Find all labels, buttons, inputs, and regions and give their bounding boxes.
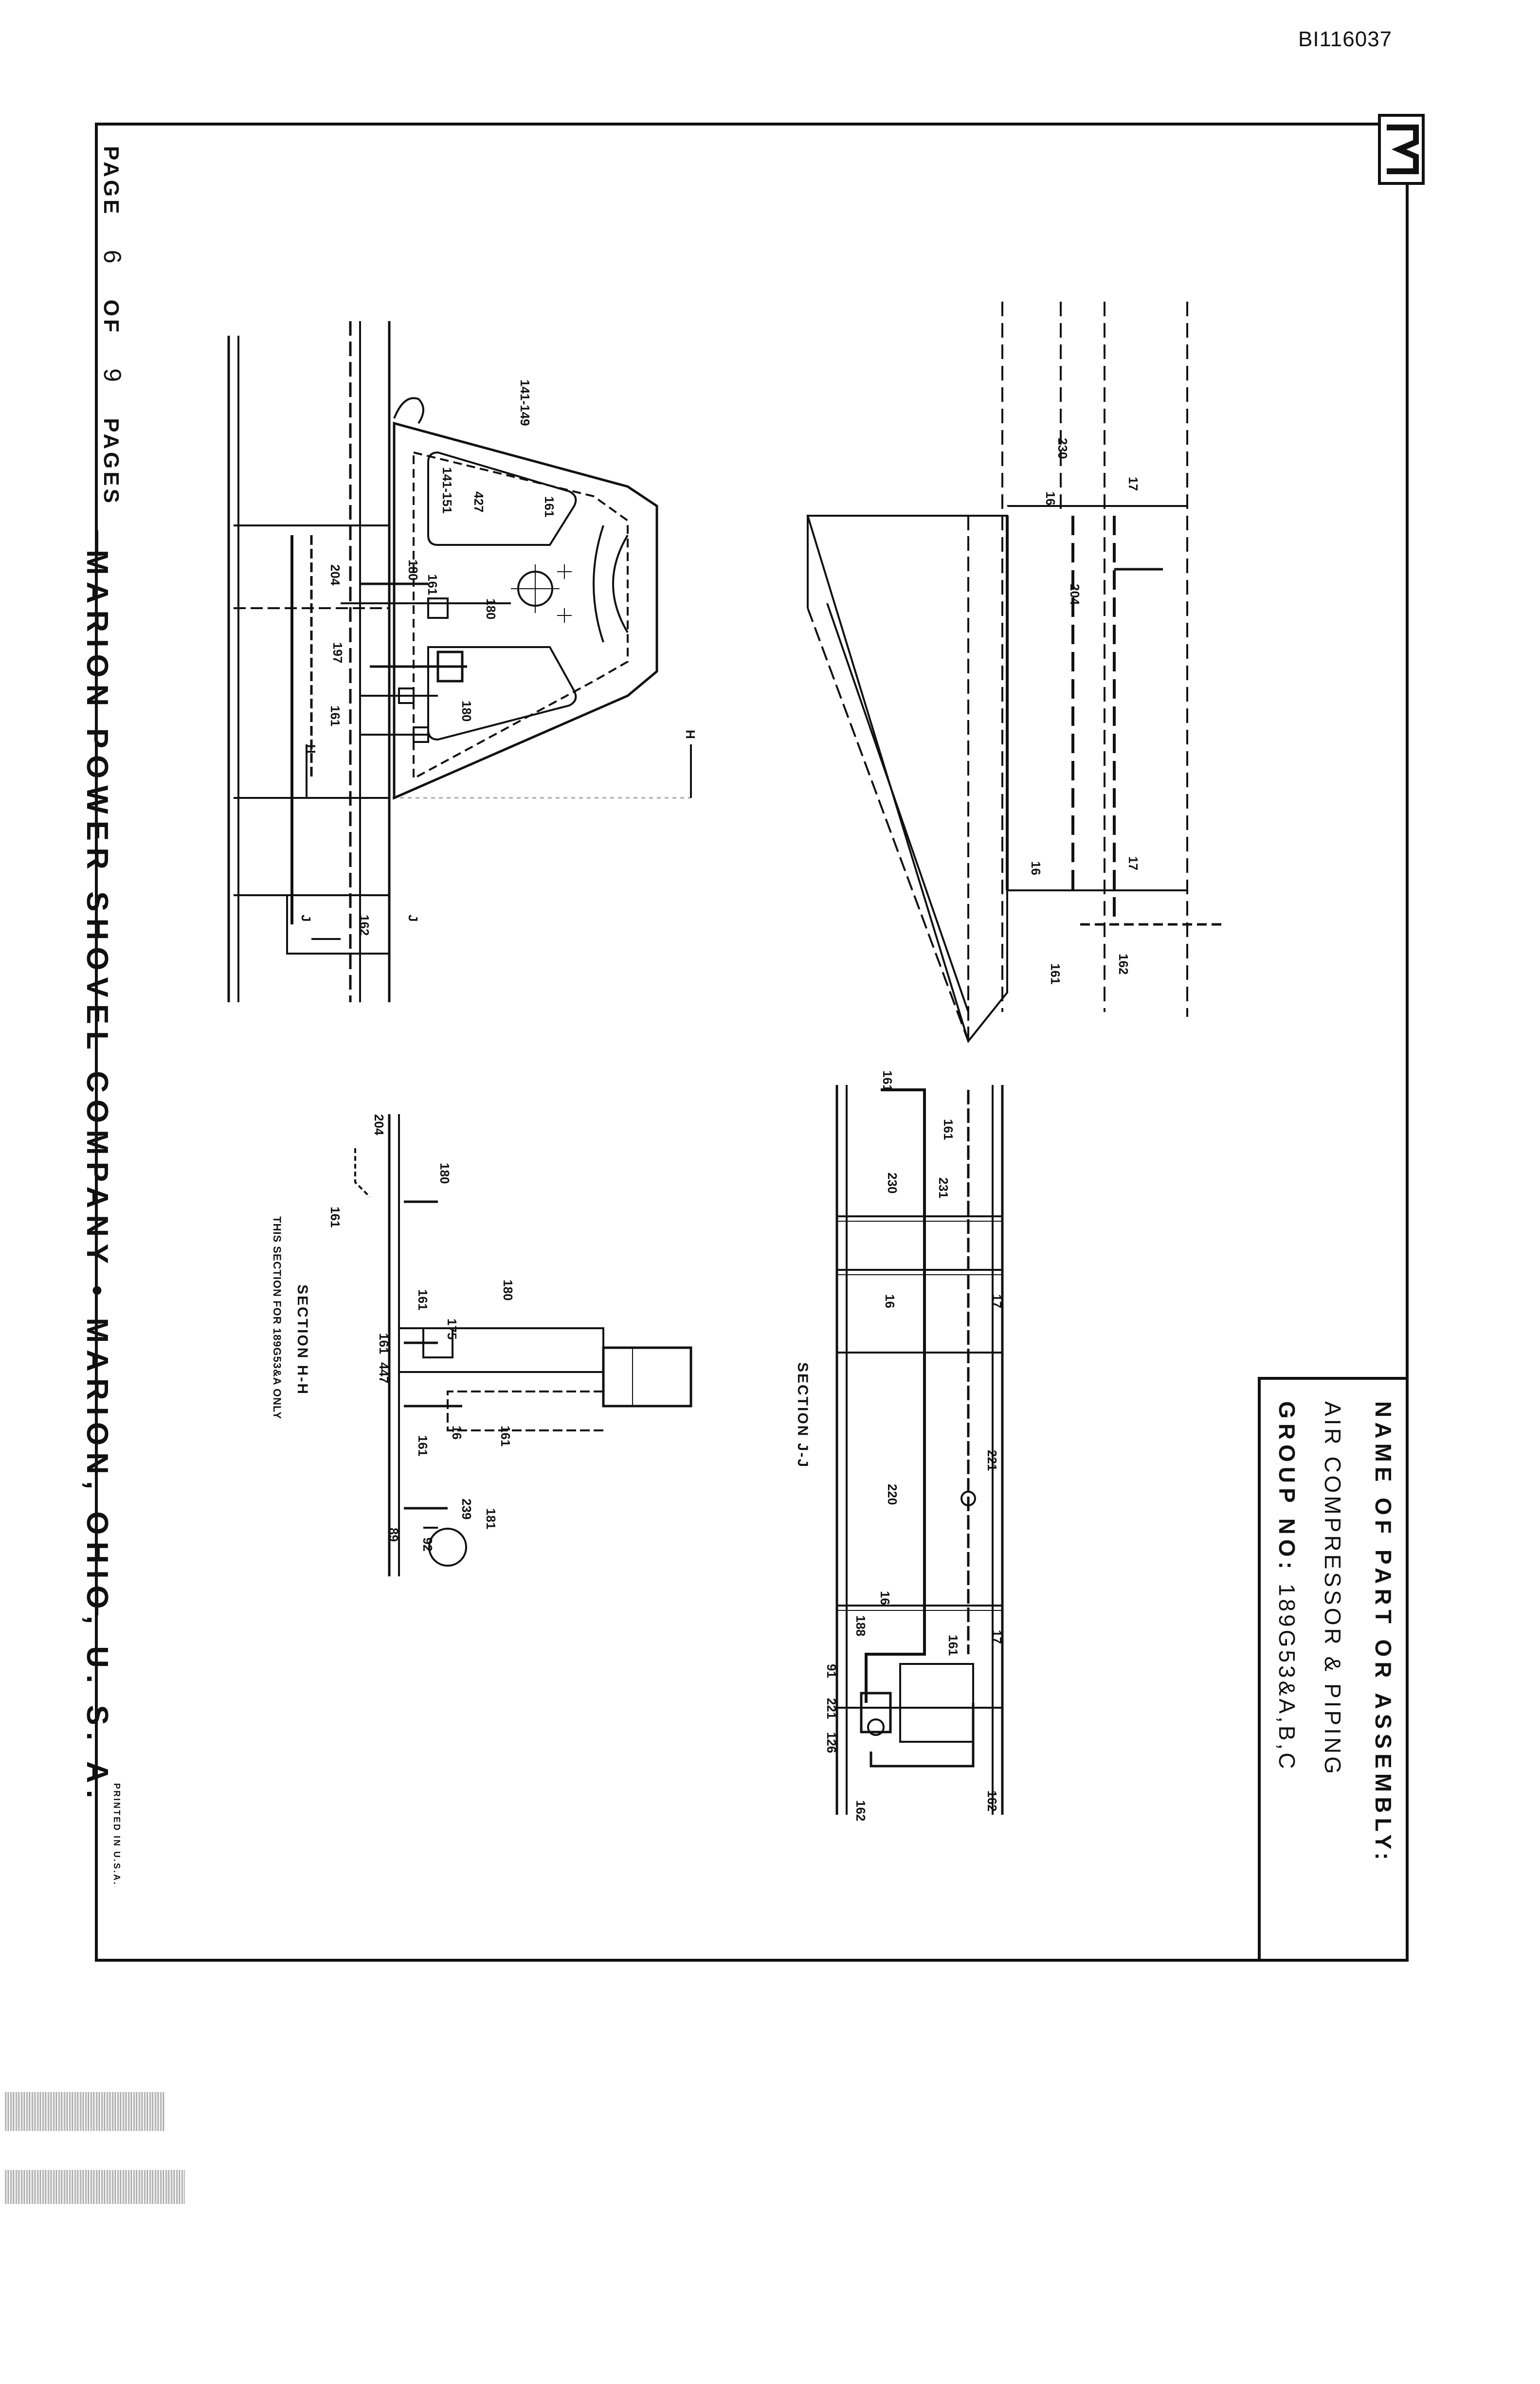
top-view (808, 302, 1226, 1041)
callout-label: 17 (990, 1630, 1004, 1644)
page-total: 9 (99, 368, 126, 385)
printed-in-usa: PRINTED IN U.S.A. (112, 1783, 122, 1886)
callout-label: 17 (990, 1294, 1004, 1308)
callout-label: 92 (420, 1537, 435, 1552)
main-view (229, 321, 691, 1002)
name-value: AIR COMPRESSOR & PIPING (1320, 1401, 1345, 1777)
pages-label: PAGES (99, 418, 123, 506)
callout-label: 161 (542, 496, 557, 518)
callout-label: 16 (450, 1426, 464, 1440)
section-jj-title: SECTION J-J (795, 1362, 811, 1469)
callout-label: 16 (878, 1591, 892, 1605)
callout-label: 161 (946, 1635, 960, 1656)
callout-label: 161 (328, 1207, 343, 1228)
company-name: MARION POWER SHOVEL COMPANY • MARION, OHIO, U. S. A. (80, 550, 114, 1805)
callout-label: 161 (425, 574, 440, 596)
callout-label: 16 (1043, 491, 1058, 506)
callout-label: 181 (484, 1508, 498, 1530)
callout-label: 204 (372, 1114, 386, 1136)
callout-label: 17 (1126, 856, 1141, 870)
name-label: NAME OF PART OR ASSEMBLY: (1371, 1401, 1396, 1865)
scan-artifact (5, 2092, 165, 2131)
callout-label: 161 (328, 705, 343, 727)
callout-label: 180 (437, 1163, 452, 1184)
callout-label: 17 (1126, 477, 1141, 491)
callout-label: 161 (880, 1070, 895, 1092)
callout-label: 126 (824, 1732, 839, 1753)
section-hh-drawing (355, 1114, 691, 1576)
callout-label: 141-149 (518, 379, 532, 426)
group-value: 189G53&A,B,C (1274, 1583, 1300, 1772)
callout-label: 427 (471, 491, 486, 513)
callout-label: 175 (445, 1318, 459, 1340)
callout-label: 239 (459, 1499, 474, 1520)
callout-label: 447 (377, 1362, 391, 1384)
callout-label: H (683, 730, 698, 739)
section-jj-drawing (837, 1085, 1002, 1815)
callout-label: 89 (386, 1528, 401, 1542)
callout-label: J (406, 915, 420, 922)
callout-label: 162 (1116, 954, 1131, 975)
callout-label: 220 (885, 1484, 900, 1505)
callout-label: 231 (936, 1177, 951, 1199)
callout-label: 162 (985, 1790, 999, 1812)
callout-label: 16 (883, 1294, 897, 1308)
callout-label: 91 (824, 1664, 839, 1678)
scan-artifact (5, 2170, 185, 2204)
page-number: 6 (99, 250, 126, 267)
callout-label: 180 (406, 560, 420, 581)
callout-label: 221 (824, 1698, 839, 1719)
callout-label: 221 (985, 1450, 999, 1471)
callout-label: 161 (377, 1333, 391, 1355)
group-label: GROUP NO: (1274, 1401, 1300, 1574)
callout-label: 204 (1068, 584, 1082, 605)
callout-label: 180 (484, 598, 498, 620)
of-label: OF (99, 299, 123, 335)
section-hh-title: SECTION H-H (294, 1284, 310, 1395)
document-id: BI116037 (1298, 27, 1393, 51)
callout-label: 162 (357, 915, 372, 936)
callout-label: 161 (941, 1119, 956, 1140)
callout-label: 161 (498, 1426, 513, 1447)
callout-label: 161 (416, 1435, 430, 1457)
callout-label: 180 (459, 701, 474, 722)
callout-label: 16 (1029, 861, 1043, 875)
section-hh-note: THIS SECTION FOR 189G53&A ONLY (271, 1216, 283, 1420)
callout-label: 230 (885, 1173, 900, 1194)
callout-label: 197 (330, 642, 345, 664)
callout-label: 162 (853, 1800, 868, 1822)
callout-label: 161 (1048, 963, 1063, 985)
page-label: PAGE (99, 146, 123, 217)
callout-label: 180 (501, 1280, 515, 1301)
callout-label: 141-151 (440, 467, 454, 514)
callout-label: 188 (853, 1615, 868, 1637)
callout-label: H (304, 744, 318, 754)
callout-label: 230 (1055, 438, 1070, 459)
callout-label: J (299, 915, 313, 922)
callout-label: 161 (416, 1289, 430, 1311)
callout-label: 204 (328, 564, 343, 586)
